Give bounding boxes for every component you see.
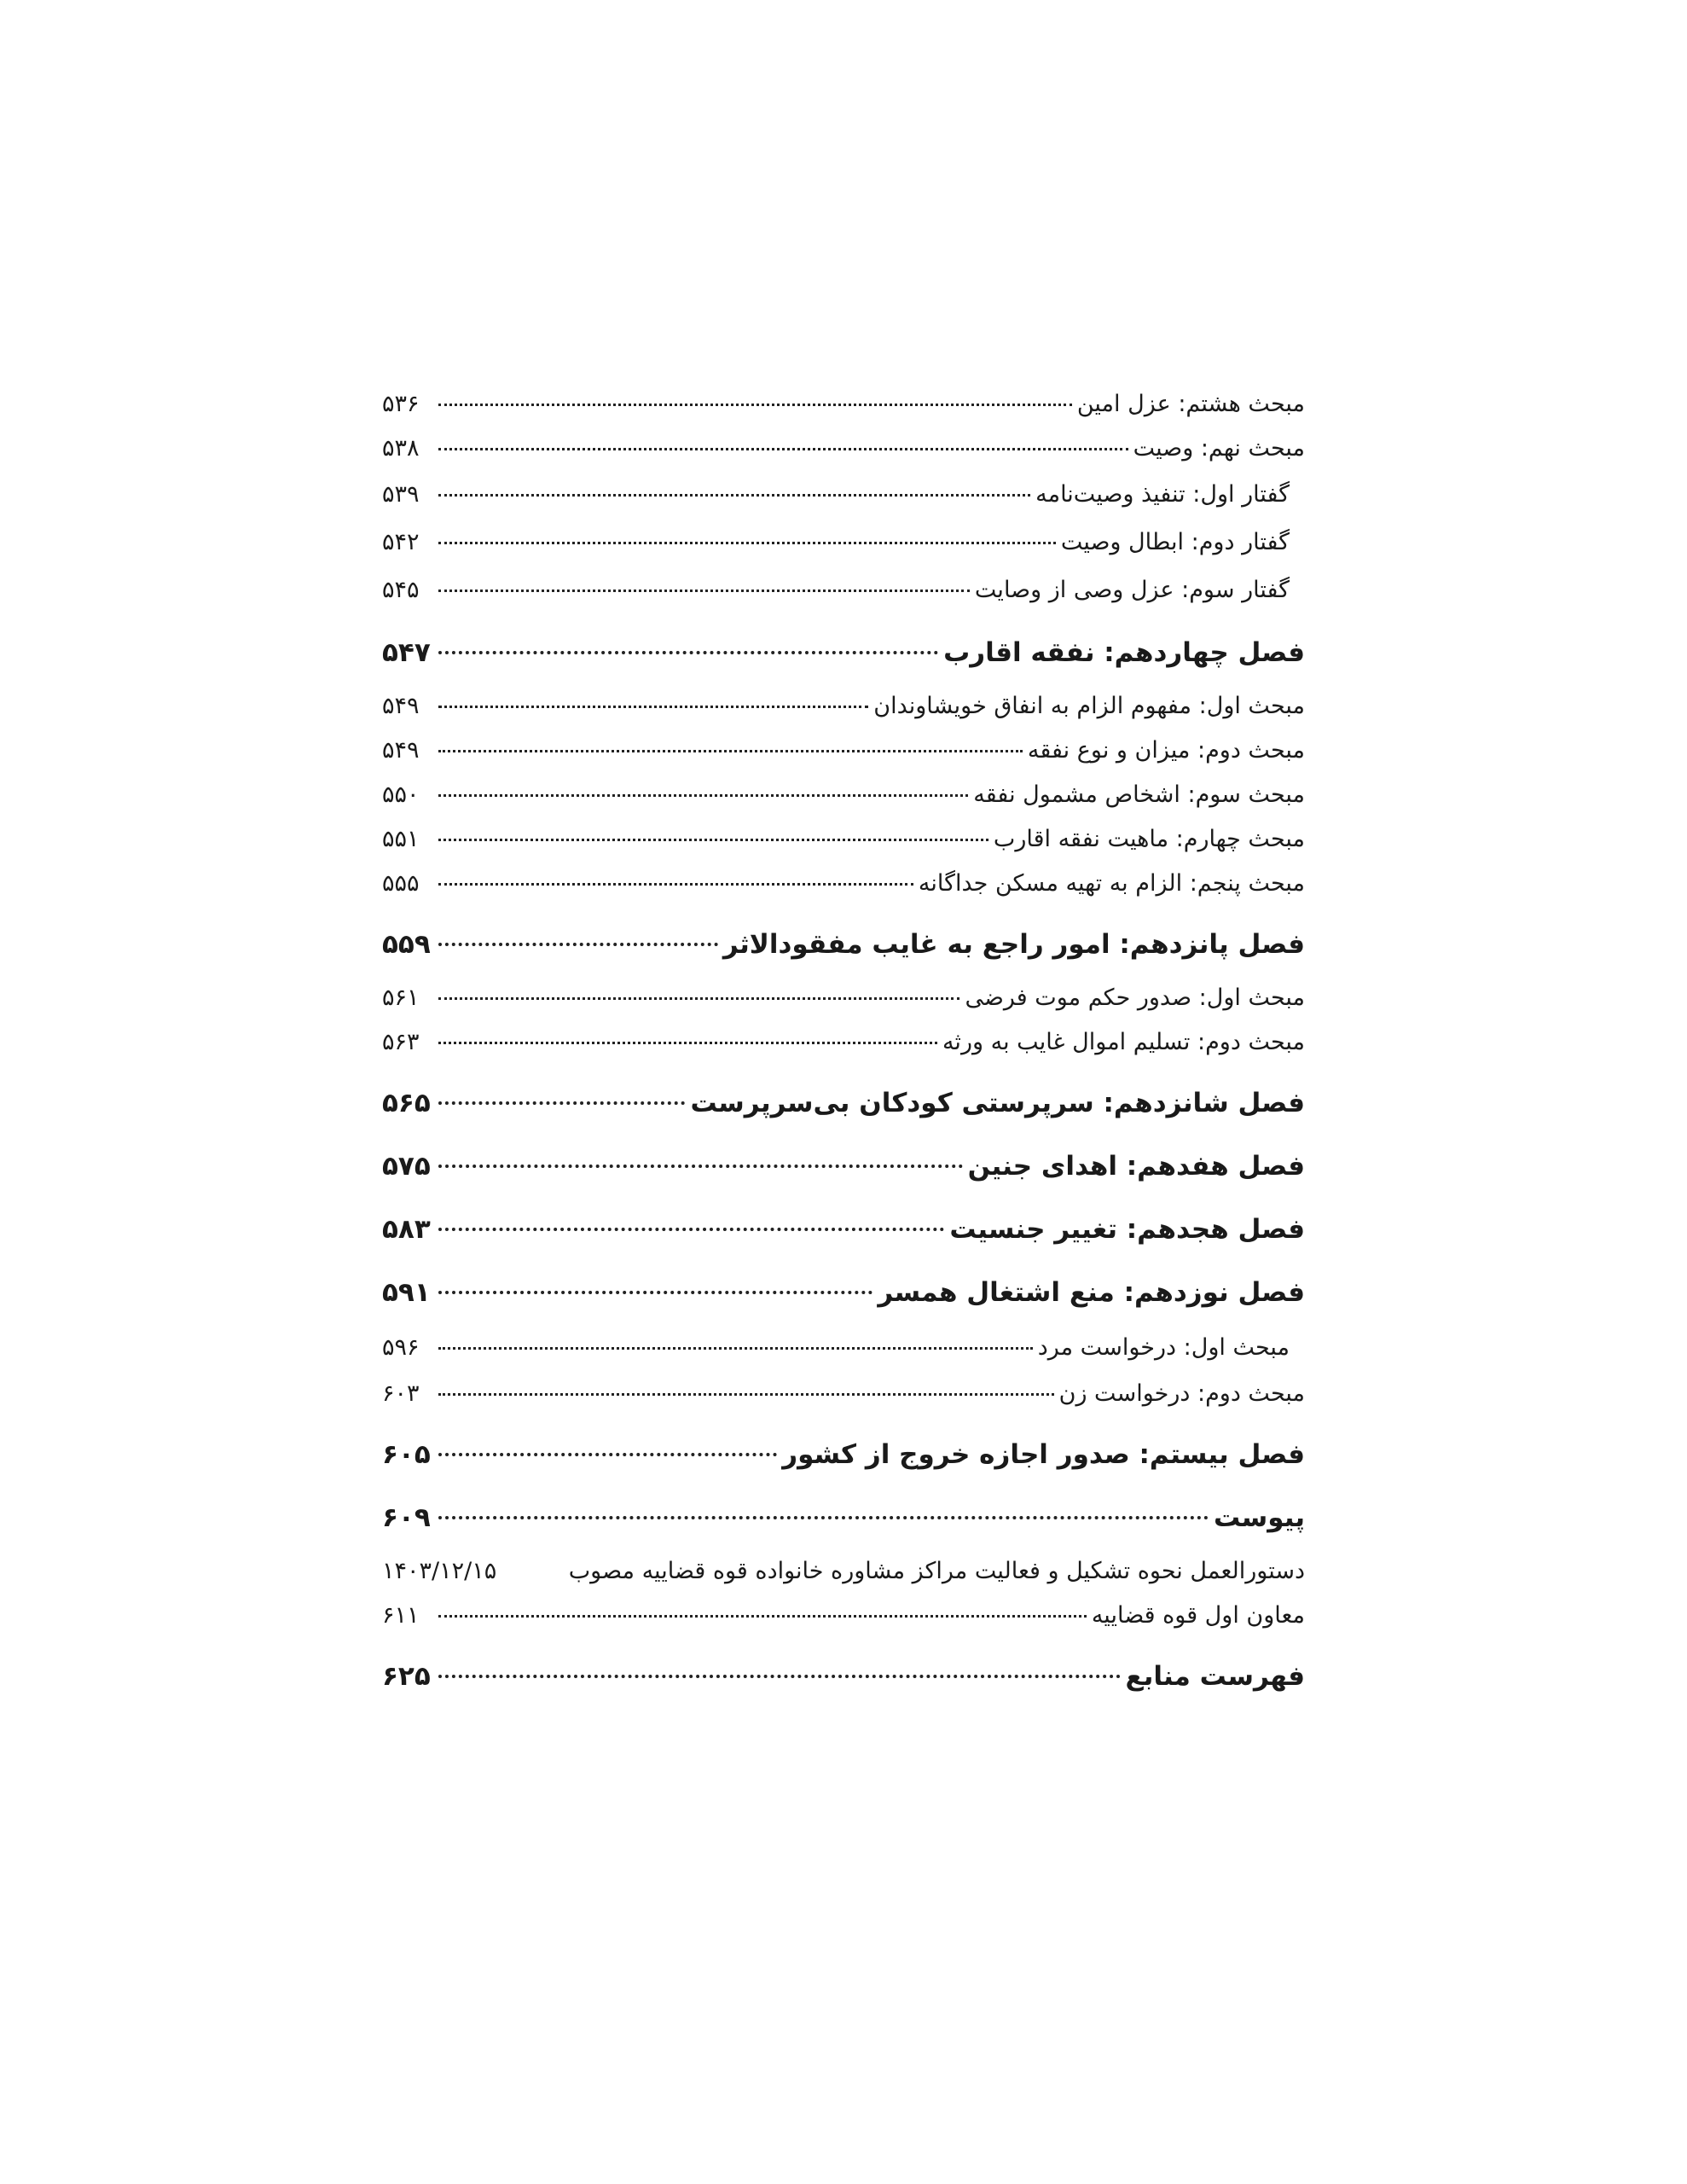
toc-chapter-title: فصل چهاردهم: نفقه اقارب [943,637,1305,668]
toc-subentry-goftar-2 [382,519,1305,566]
toc-entry-page: ۵۶۱ [382,985,420,1011]
toc-entry-page: ۶۱۱ [382,1602,420,1629]
dot-leader [438,706,868,708]
dot-leader [438,1042,937,1044]
toc-entry-title: مبحث اول: درخواست مرد [1037,1334,1290,1361]
toc-chapter-page: ۵۹۱ [382,1277,431,1308]
dot-leader [438,883,913,886]
toc-entry-mabhas-8 [382,382,1305,427]
toc-entry-title: مبحث دوم: میزان و نوع نفقه [1027,737,1305,764]
toc-entry-page: ۵۳۹ [382,481,420,508]
toc-chapter-page: ۵۷۵ [382,1151,431,1182]
toc-appendix-item-date: ۱۴۰۳/۱۲/۱۵ [382,1558,497,1584]
toc-entry-page: ۵۴۹ [382,693,420,719]
dot-leader [438,943,718,946]
toc-entry-title: مبحث دوم: تسلیم اموال غایب به ورثه [942,1029,1305,1055]
toc-entry-title: مبحث پنجم: الزام به تهیه مسکن جداگانه [918,870,1305,897]
dot-leader [438,651,938,654]
table-of-contents [382,382,1305,1708]
toc-appendix-item-title: دستورالعمل نحوه تشکیل و فعالیت مراکز مشاوره خانواده قوه قضاییه مصوب [568,1558,1305,1584]
toc-chapter-page: ۵۶۵ [382,1088,431,1118]
toc-subentry-goftar-3 [382,566,1305,614]
toc-entry-page: ۵۹۶ [382,1334,420,1361]
toc-entry-title: گفتار دوم: ابطال وصیت [1060,529,1290,555]
toc-entry [382,729,1305,773]
dot-leader [438,1347,1033,1350]
toc-entry-title: مبحث دوم: درخواست زن [1058,1380,1305,1407]
dot-leader [438,794,968,797]
toc-entry-page: ۵۵۵ [382,870,420,897]
toc-chapter-18 [382,1198,1305,1261]
toc-chapter-14 [382,621,1305,684]
toc-entry-title: مبحث اول: مفهوم الزام به انفاق خویشاوندان [873,693,1305,719]
toc-appendix-item-line2 [382,1594,1305,1638]
dot-leader [438,590,970,592]
toc-chapter-title: فصل هجدهم: تغییر جنسیت [949,1214,1305,1245]
dot-leader [438,750,1023,752]
dot-leader [438,1101,685,1105]
dot-leader [438,448,1128,450]
dot-leader [438,542,1056,544]
dot-leader [438,1165,963,1168]
toc-references [382,1645,1305,1708]
toc-chapter-16 [382,1072,1305,1135]
dot-leader [438,1228,944,1231]
toc-entry [382,976,1305,1020]
dot-leader [438,839,988,841]
dot-leader [438,1453,777,1456]
dot-leader [438,997,959,1000]
dot-leader [438,1516,1209,1519]
toc-chapter-title: فصل شانزدهم: سرپرستی کودکان بی‌سرپرست [690,1088,1305,1118]
toc-entry [382,862,1305,906]
toc-entry-title: مبحث هشتم: عزل امین [1076,391,1305,417]
toc-chapter-page: ۵۵۹ [382,929,431,960]
toc-chapter-page: ۶۰۵ [382,1439,431,1470]
toc-entry [382,1020,1305,1065]
toc-entry-title: مبحث سوم: اشخاص مشمول نفقه [973,781,1305,808]
toc-entry-page: ۵۴۹ [382,737,420,764]
toc-chapter-title: فصل پانزدهم: امور راجع به غایب مفقودالاثر [722,929,1305,960]
toc-entry-page: ۵۵۱ [382,826,420,852]
toc-chapter-19 [382,1261,1305,1324]
toc-chapter-title: فصل هفدهم: اهدای جنین [967,1151,1305,1182]
toc-entry-title: معاون اول قوه قضاییه [1091,1602,1305,1629]
toc-entry-page: ۶۰۳ [382,1380,420,1407]
toc-entry [382,684,1305,729]
toc-entry-page: ۵۳۶ [382,391,420,417]
toc-chapter-title: فهرست منابع [1125,1661,1305,1692]
toc-chapter-page: ۵۸۳ [382,1214,431,1245]
toc-chapter-page: ۶۰۹ [382,1502,431,1533]
toc-entry-title: مبحث نهم: وصیت [1133,435,1305,462]
toc-entry-title: گفتار سوم: عزل وصی از وصایت [974,577,1290,603]
toc-chapter-title: پیوست [1213,1502,1305,1533]
toc-chapter-title: فصل نوزدهم: منع اشتغال همسر [878,1277,1305,1308]
toc-chapter-page: ۶۲۵ [382,1661,431,1692]
toc-appendix-item-line1 [382,1549,1305,1594]
toc-entry-page: ۵۶۳ [382,1029,420,1055]
toc-entry-page: ۵۴۵ [382,577,420,603]
toc-entry-page: ۵۴۲ [382,529,420,555]
dot-leader [438,1291,872,1294]
dot-leader [438,404,1072,406]
dot-leader [438,1615,1087,1618]
dot-leader [438,494,1030,497]
toc-entry [382,773,1305,817]
dot-leader [438,1393,1054,1396]
toc-chapter-page: ۵۴۷ [382,637,431,668]
toc-entry-page: ۵۳۸ [382,435,420,462]
toc-entry-page: ۵۵۰ [382,781,420,808]
dot-leader [438,1675,1121,1678]
toc-appendix [382,1486,1305,1549]
toc-entry [382,1372,1305,1416]
toc-chapter-17 [382,1135,1305,1198]
toc-chapter-15 [382,913,1305,976]
toc-entry [382,1324,1305,1372]
toc-chapter-title: فصل بیستم: صدور اجازه خروج از کشور [782,1439,1305,1470]
toc-subentry-goftar-1 [382,471,1305,519]
toc-chapter-20 [382,1423,1305,1486]
toc-entry-title: مبحث چهارم: ماهیت نفقه اقارب [993,826,1305,852]
toc-entry-mabhas-9 [382,427,1305,471]
toc-entry-title: گفتار اول: تنفیذ وصیت‌نامه [1035,481,1290,508]
toc-entry-title: مبحث اول: صدور حکم موت فرضی [965,985,1305,1011]
toc-entry [382,817,1305,862]
